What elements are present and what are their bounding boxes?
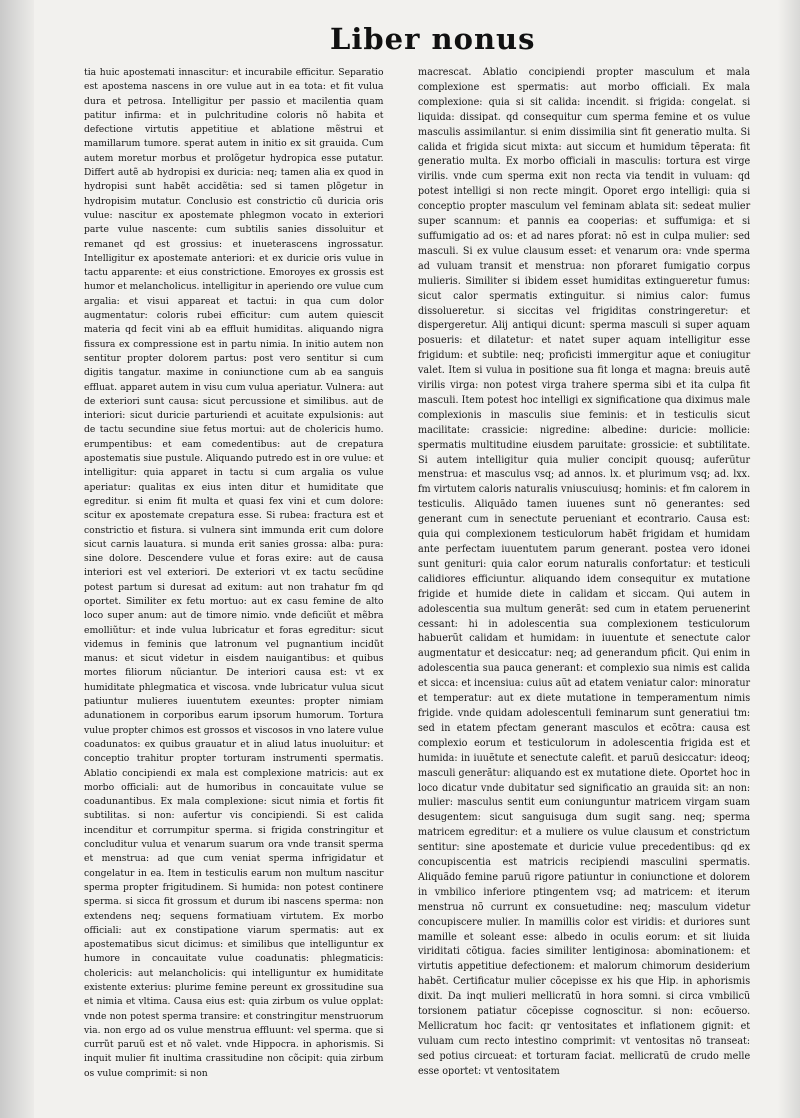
running-title: Liber nonus xyxy=(330,22,536,56)
page-shadow-left xyxy=(0,0,34,1118)
page-shadow-right xyxy=(778,0,800,1118)
column-text: tia huic apostemati innascitur: et incurabile efficitur. Separatio est apostema nascens in ore vulue aut in ea tota: et fit vulua dura et petrosa. Intelligitur per passio et macilentia quam patitur infirma: et in pulchritudine coloris nõ habita et defectione virtutis appetitiue et ablatione mẽstrui et mamillarum tumore. sperat autem in initio ex sit grauida. Cum autem moretur morbus et prolõgetur hydropica esse putatur. Differt autẽ ab hydropisi ex duricia: neq; tamen alia ex quod in hydropisi sunt habẽt accidẽtia: sed si tamen plõgetur in hydropisim mutatur. Conclusio est constrictio cũ duricia oris vulue: nascitur ex apostemate phlegmon vocato in exteriori parte vulue nascente: cum subtilis sanies dissoluitur et remanet qd est grossius: et inueterascens ingrossatur. Intelligitur ex apostemate anteriori: et ex duricie oris vulue in tactu apparente: et eius constrictione. Emoroyes ex grossis est humor et melancholicus. intelligitur in aperiendo ore vulue cum argalia: et visui appareat et tactui: in qua cum dolor augmentatur: coloris rubei efficitur: cum autem quiescit materia qd fecit vini ab ea effluit humiditas. aliquando nigra fissura ex compressione est in partu nimia. In initio autem non sentitur propter dolorem partus: post vero sentitur si cum digitis tangatur. maxime in coniunctione cum ab ea sanguis effluat. apparet autem in visu cum vulua aperiatur. Vulnera: aut de exteriori sunt causa: sicut percussione et similibus. aut de interiori: sicut duricie parturiendi et acuitate expulsionis: aut de tactu secundine siue fetus mortui: aut de cholericis humo. erumpentibus: et eam comedentibus: aut de crepatura apostematis siue pustule. Aliquando putredo est in ore vulue: et intelligitur: quia apparet in tactu si cum argalia os vulue aperiatur: qualitas ex eius inten ditur et humiditate que egreditur. si enim fit multa et quasi fex vini et cum dolore: scitur ex apostemate crepatura esse. Si rubea: fractura est et constrictio et fistura. si vulnera sint immunda erit cum dolore sicut carnis lauatura. si munda erit sanies grossa: alba: pura: sine dolore. Descendere vulue et foras exire: aut de causa interiori est vel exteriori. De exteriori vt ex tactu secũdine potest partum si duresat ad exitum: aut non trahatur fm qd oportet. Similiter ex fetu mortuo: aut ex casu femine de alto loco super anum: aut de timore nimio. vnde deficiũt et mẽbra emolliũtur: et inde vulua lubricatur et foras egreditur: sicut videmus in feminis que latronum vel pugnantium incidũt manus: et sicut videtur in eisdem nauigantibus: et quibus mortes filiorum nũciantur. De interiori causa est: vt ex humiditate phlegmatica et viscosa. vnde lubricatur vulua sicut patiuntur mulieres iuuentutem exeuntes: propter nimiam adunationem in corporibus earum ipsorum humorum. Tortura vulue propter chimos est grossos et viscosos in vno latere vulue coadunatos: ex quibus grauatur et in aliud latus inuoluitur: et conceptio trahitur propter torturam instrumenti spermatis. Ablatio concipiendi ex mala est complexione matricis: aut ex morbo officiali: aut de humoribus in concauitate vulue se coadunantibus. Ex mala complexione: sicut nimia et fortis fit subtilitas. si non: aufertur vis concipiendi. Si est calida incenditur et corrumpitur sperma. si frigida constringitur et concluditur vulua et venarum suarum ora vnde transit sperma et menstrua: ad que cum veniat sperma infrigidatur et congelatur in ea. Item in testiculis earum non multum nascitur sperma propter frigitudinem. Si humida: non potest continere sperma. si sicca fit grossum et durum ibi nascens sperma: non extendens neq; sequens formatiuam virtutem. Ex morbo officiali: aut ex constipatione viarum spermatis: aut ex apostematibus sicut dicimus: et similibus que intelliguntur ex humore in concauitate vulue coadunatis: phlegmaticis: cholericis: aut melancholicis: qui intelliguntur ex humiditate existente exterius: plurime femine pereunt ex grossitudine sua et nimia et vltima. Causa eius est: quia zirbum os vulue opplat: vnde non potest sperma transire: et constringitur menstruorum via. non ergo ad os vulue menstrua effluunt: vel sperma. que si currũt paruũ est et nõ valet. vnde Hippocra. in aphorismis. Si inquit mulier fit inultima crassitudine non cõcipit: quia zirbum os vulue comprimit: si non xyxy=(84,67,384,1079)
text-column-right xyxy=(418,66,750,1080)
column-text: macrescat. Ablatio concipiendi propter masculum et mala complexione est spermatis: aut morbo officiali. Ex mala complexione: quia si sit calida: incendit. si frigida: congelat. si liquida: dissipat. qd consequitur cum sperma femine et os vulue masculis assimilantur. si enim dissimilia sint fit generatio multa. Si calida et frigida sicut mixta: aut siccum et humidum tẽperata: fit generatio multa. Ex morbo officiali in masculis: tortura est virge virilis. vnde cum sperma exit non recta via tendit in vuluam: qd potest intelligi si non recte mingit. Oporet ergo intelligi: quia si conceptio propter masculum vel feminam ablata sit: sedeat mulier super scannum: et pannis ea cooperias: et suffumiga: et si suffumigatio ad os: et ad nares pforat: nõ est in culpa mulier: sed masculi. Si ex vulue clausum esset: et venarum ora: vnde sperma ad vuluam transit et menstrua: non pforaret fumigatio corpus mulieris. Similiter si ibidem esset humiditas extingueretur fumus: sicut calor spermatis extinguitur. si nimius calor: fumus dissolueretur. si siccitas vel frigiditas constringeretur: et dispergeretur. Alij antiqui dicunt: sperma masculi si super aquam posueris: et dilatetur: et natet super aquam intelligitur esse frigidum: et subtile: neq; proficisti immergitur aque et coniugitur valet. Item si vulua in positione sua fit longa et magna: breuis autẽ virilis virga: non potest virga trahere sperma sibi et ita culpa fit masculi. Item potest hoc intelligi ex significatione qua diximus male complexionis in masculis siue feminis: et in testiculis sicut macilitate: crassicie: nigredine: albedine: duricie: mollicie: spermatis multitudine eiusdem paruitate: grossicie: et subtilitate. Si autem intelligitur quia mulier concipit quousq; auferũtur menstrua: et masculus vsq; ad annos. lx. et plurimum vsq; ad. lxx. fm virtutem caloris naturalis vniuscuiusq; hominis: et fm calorem in testiculis. Aliquãdo tamen iuuenes sunt nõ generantes: sed generant cum in senectute perueniant et econtrario. Causa est: quia qui complexionem testiculorum habẽt frigidam et humidam ante perfectam iuuentutem parum generant. postea vero idonei sunt genituri: quia calor eorum naturalis confortatur: et testiculi calidiores efficiuntur. aliquando idem consequitur ex mutatione frigide et humide diete in calidam et siccam. Qui autem in adolescentia sua multum generãt: sed cum in etatem peruenerint cessant: hi in adolescentia sua complexionem testiculorum habuerũt calidam et humidam: in iuuentute et senectute calor augmentatur et desiccatur: neq; ad generandum pficit. Qui enim in adolescentia sua pauca generant: et complexio sua nimis est calida et sicca: et incensiua: cuius aũt ad etatem veniatur calor: minoratur et temperatur: aut ex diete mutatione in temperamentum nimis frigide. vnde quidam adolescentuli feminarum sunt generatiui tm: sed in etatem pfectam generant masculos et ecõtra: causa est complexio eorum et testiculorum in adolescentia frigida est et humida: in iuuẽtute et senectute calefit. et paruũ desiccatur: ideoq; masculi generãtur: aliquando est ex mutatione diete. Oportet hoc in loco dicatur vnde dubitatur sed significatio an grauida sit: an non: mulier: masculus sentit eum coniunguntur matricem virgam suam desugentem: sicut sanguisuga dum sugit sang. neq; sperma matricem egreditur: et a muliere os vulue clausum et constrictum sentitur: sine apostemate et duricie vulue precedentibus: qd ex concupiscentia est matricis recipiendi masculini spermatis. Aliquãdo femine paruũ rigore patiuntur in coniunctione et dolorem in vmbilico inferiore ptingentem vsq; ad matricem: et iterum menstrua nõ currunt ex consuetudine: neq; masculum videtur concupiscere mulier. In mamillis color est viridis: et duriores sunt mamille et soleant esse: albedo in oculis eorum: et sit liuida viriditati cõtigua. facies similiter lentiginosa: abominationem: et virtutis appetitiue defectionem: et malorum chimorum desiderium habẽt. Certificatur mulier cõcepisse ex his que Hip. in aphorismis dixit. Da inqt mulieri mellicratũ in hora somni. si circa vmbilicũ torsionem patiatur cõcepisse cognoscitur. si non: ecõuerso. Mellicratum hoc facit: qr ventositates et inflationem gignit: et vuluam cum recto intestino comprimit: vt ventositas nõ transeat: sed potius circueat: et torturam faciat. mellicratũ de crudo melle esse oportet: vt ventositatem xyxy=(418,67,751,1077)
text-column-left xyxy=(84,66,384,1081)
